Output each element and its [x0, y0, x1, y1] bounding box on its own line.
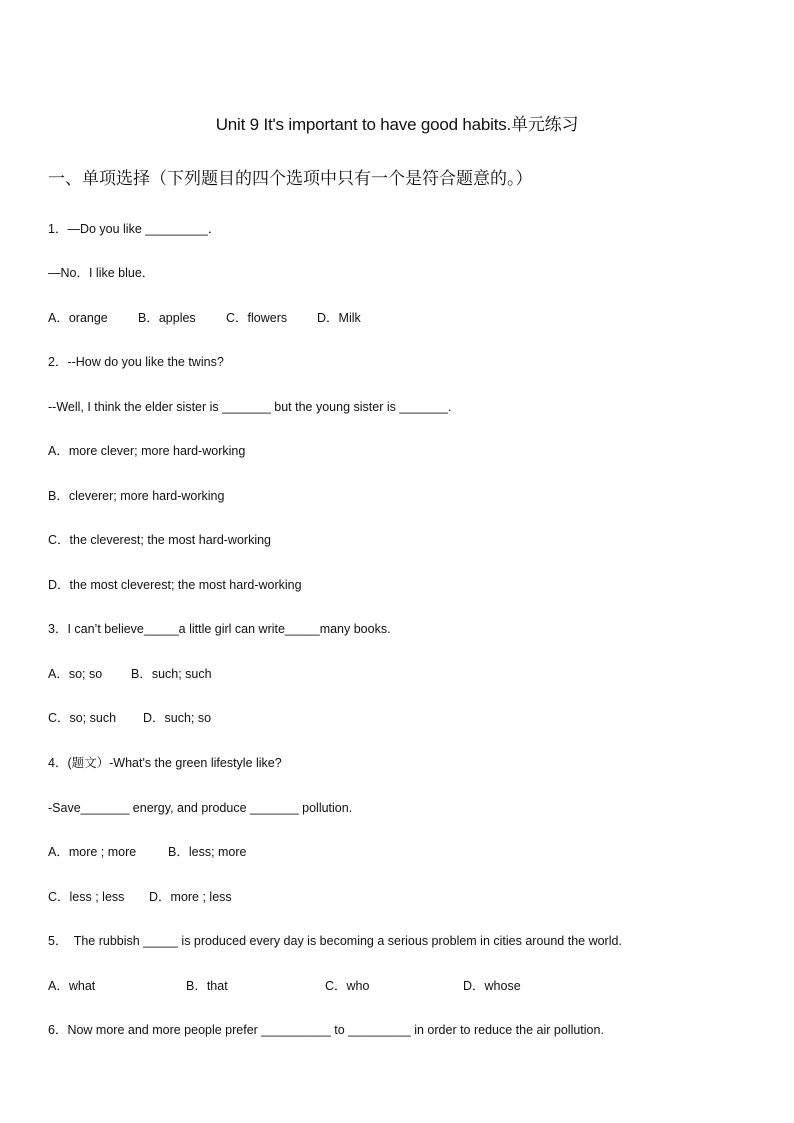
- option-a: A．orange: [48, 311, 108, 325]
- option-c: C．so; such: [48, 711, 117, 725]
- document-title: Unit 9 It's important to have good habits.单元练习: [215, 115, 579, 134]
- question-6-prompt: 6．Now more and more people prefer __________ to _________ in order to reduce the air pollution.: [48, 1023, 604, 1037]
- question-2-option-d: D．the most cleverest; the most hard-working: [48, 578, 302, 592]
- option-a: A．more ; more: [48, 845, 137, 859]
- option-b: B．such; such: [131, 667, 212, 681]
- option-b: B．less; more: [168, 845, 247, 859]
- question-4-prompt: 4．(题文）-What's the green lifestyle like?: [48, 756, 282, 770]
- question-2-option-c: C．the cleverest; the most hard-working: [48, 533, 272, 547]
- section-heading: 一、单项选择（下列题目的四个选项中只有一个是符合题意的。）: [48, 169, 533, 189]
- question-2-prompt: 2．--How do you like the twins?: [48, 355, 224, 369]
- question-5-prompt: 5． The rubbish _____ is produced every day is becoming a serious problem in cities around the world.: [48, 934, 622, 948]
- option-c: C．flowers: [226, 311, 288, 325]
- question-2-option-a: A．more clever; more hard-working: [48, 444, 246, 458]
- question-1-response: —No．I like blue．: [48, 266, 155, 280]
- question-5-options: [48, 978, 521, 994]
- option-c: C．less ; less: [48, 890, 125, 904]
- question-3-prompt: 3．I can’t believe_____a little girl can write_____many books.: [48, 622, 391, 636]
- option-a: A．what: [48, 979, 96, 993]
- question-1-options: [48, 310, 361, 326]
- option-d: D．such; so: [143, 711, 212, 725]
- question-3-options-row-1: [48, 666, 212, 682]
- option-b: B．apples: [138, 311, 196, 325]
- option-a: A．so; so: [48, 667, 103, 681]
- question-2-response: --Well, I think the elder sister is _______ but the young sister is _______.: [48, 400, 452, 414]
- option-d: D．whose: [463, 979, 521, 993]
- option-d: D．Milk: [317, 311, 361, 325]
- question-2-option-b: B．cleverer; more hard-working: [48, 489, 225, 503]
- question-3-options-row-2: [48, 710, 211, 726]
- option-d: D．more ; less: [149, 890, 232, 904]
- option-b: B．that: [186, 979, 228, 993]
- question-4-response: -Save_______ energy, and produce _______ pollution.: [48, 801, 353, 815]
- question-4-options-row-2: [48, 889, 232, 905]
- option-c: C．who: [325, 979, 370, 993]
- question-1-prompt: 1．—Do you like _________．: [48, 222, 221, 236]
- question-4-options-row-1: [48, 844, 247, 860]
